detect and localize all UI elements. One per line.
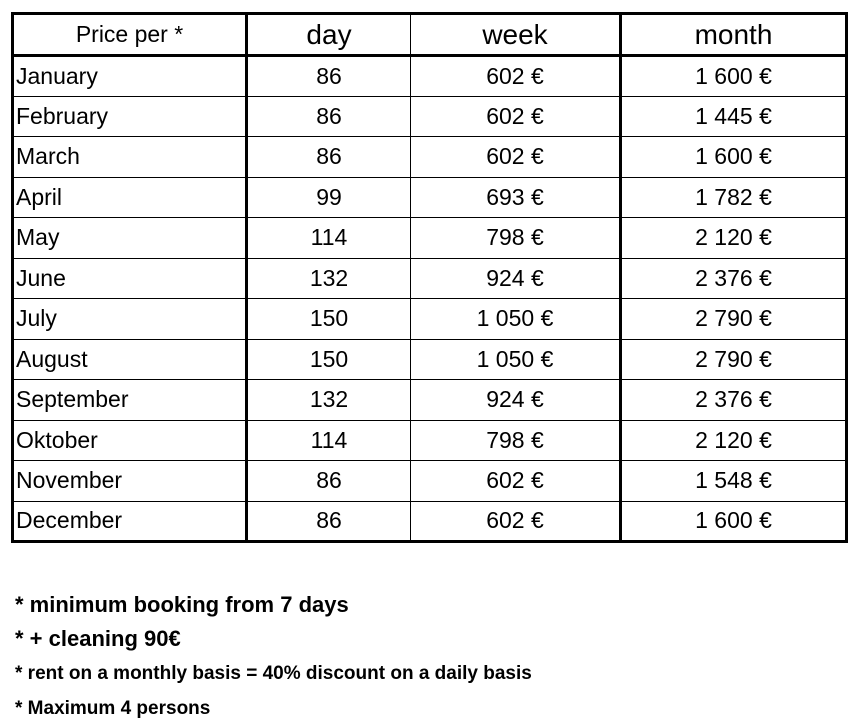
table-row: [13, 137, 847, 178]
header-day: day: [247, 14, 411, 56]
table-row: [13, 299, 847, 340]
table-row: [13, 56, 847, 97]
table-row: [13, 339, 847, 380]
cell-week-price: 602 €: [411, 461, 621, 502]
cell-week-price: 602 €: [411, 501, 621, 542]
cell-week-price: 602 €: [411, 137, 621, 178]
table-row: [13, 218, 847, 259]
table-row: [13, 380, 847, 421]
cell-day-price: 114: [247, 420, 411, 461]
cell-week-price: 1 050 €: [411, 339, 621, 380]
cell-month-name: December: [13, 501, 247, 542]
cell-month-price: 1 600 €: [621, 56, 847, 97]
cell-week-price: 924 €: [411, 380, 621, 421]
cell-month-price: 2 120 €: [621, 218, 847, 259]
cell-month-name: March: [13, 137, 247, 178]
note-minimum-booking: * minimum booking from 7 days: [15, 592, 349, 617]
cell-week-price: 798 €: [411, 420, 621, 461]
cell-month-price: 2 790 €: [621, 339, 847, 380]
note-cleaning-fee: * + cleaning 90€: [15, 626, 181, 651]
cell-day-price: 86: [247, 137, 411, 178]
notes-section: [15, 588, 532, 726]
table-row: [13, 501, 847, 542]
cell-month-name: July: [13, 299, 247, 340]
cell-week-price: 602 €: [411, 56, 621, 97]
header-month: month: [621, 14, 847, 56]
cell-month-price: 2 376 €: [621, 380, 847, 421]
table-row: [13, 461, 847, 502]
cell-day-price: 150: [247, 299, 411, 340]
note-max-persons: * Maximum 4 persons: [15, 698, 211, 719]
cell-day-price: 132: [247, 380, 411, 421]
table-row: [13, 258, 847, 299]
cell-day-price: 114: [247, 218, 411, 259]
cell-month-name: Oktober: [13, 420, 247, 461]
cell-month-name: November: [13, 461, 247, 502]
table-header-row: [13, 14, 847, 56]
table-row: [13, 420, 847, 461]
cell-day-price: 132: [247, 258, 411, 299]
cell-week-price: 693 €: [411, 177, 621, 218]
note-monthly-discount: * rent on a monthly basis = 40% discount on a daily basis: [15, 663, 532, 684]
cell-month-price: 1 600 €: [621, 137, 847, 178]
cell-month-price: 1 600 €: [621, 501, 847, 542]
cell-month-name: September: [13, 380, 247, 421]
cell-month-price: 2 790 €: [621, 299, 847, 340]
cell-day-price: 86: [247, 461, 411, 502]
cell-month-name: April: [13, 177, 247, 218]
cell-month-price: 1 548 €: [621, 461, 847, 502]
cell-day-price: 86: [247, 501, 411, 542]
cell-day-price: 99: [247, 177, 411, 218]
cell-month-name: June: [13, 258, 247, 299]
header-week: week: [411, 14, 621, 56]
cell-week-price: 924 €: [411, 258, 621, 299]
cell-month-price: 2 376 €: [621, 258, 847, 299]
cell-month-name: May: [13, 218, 247, 259]
cell-day-price: 86: [247, 56, 411, 97]
cell-week-price: 602 €: [411, 96, 621, 137]
price-table: [11, 12, 848, 543]
cell-day-price: 150: [247, 339, 411, 380]
cell-week-price: 1 050 €: [411, 299, 621, 340]
table-row: [13, 96, 847, 137]
cell-month-price: 1 782 €: [621, 177, 847, 218]
cell-month-name: January: [13, 56, 247, 97]
cell-month-name: August: [13, 339, 247, 380]
cell-month-name: February: [13, 96, 247, 137]
cell-month-price: 2 120 €: [621, 420, 847, 461]
cell-week-price: 798 €: [411, 218, 621, 259]
cell-day-price: 86: [247, 96, 411, 137]
cell-month-price: 1 445 €: [621, 96, 847, 137]
header-price-per: Price per *: [13, 14, 247, 56]
table-row: [13, 177, 847, 218]
